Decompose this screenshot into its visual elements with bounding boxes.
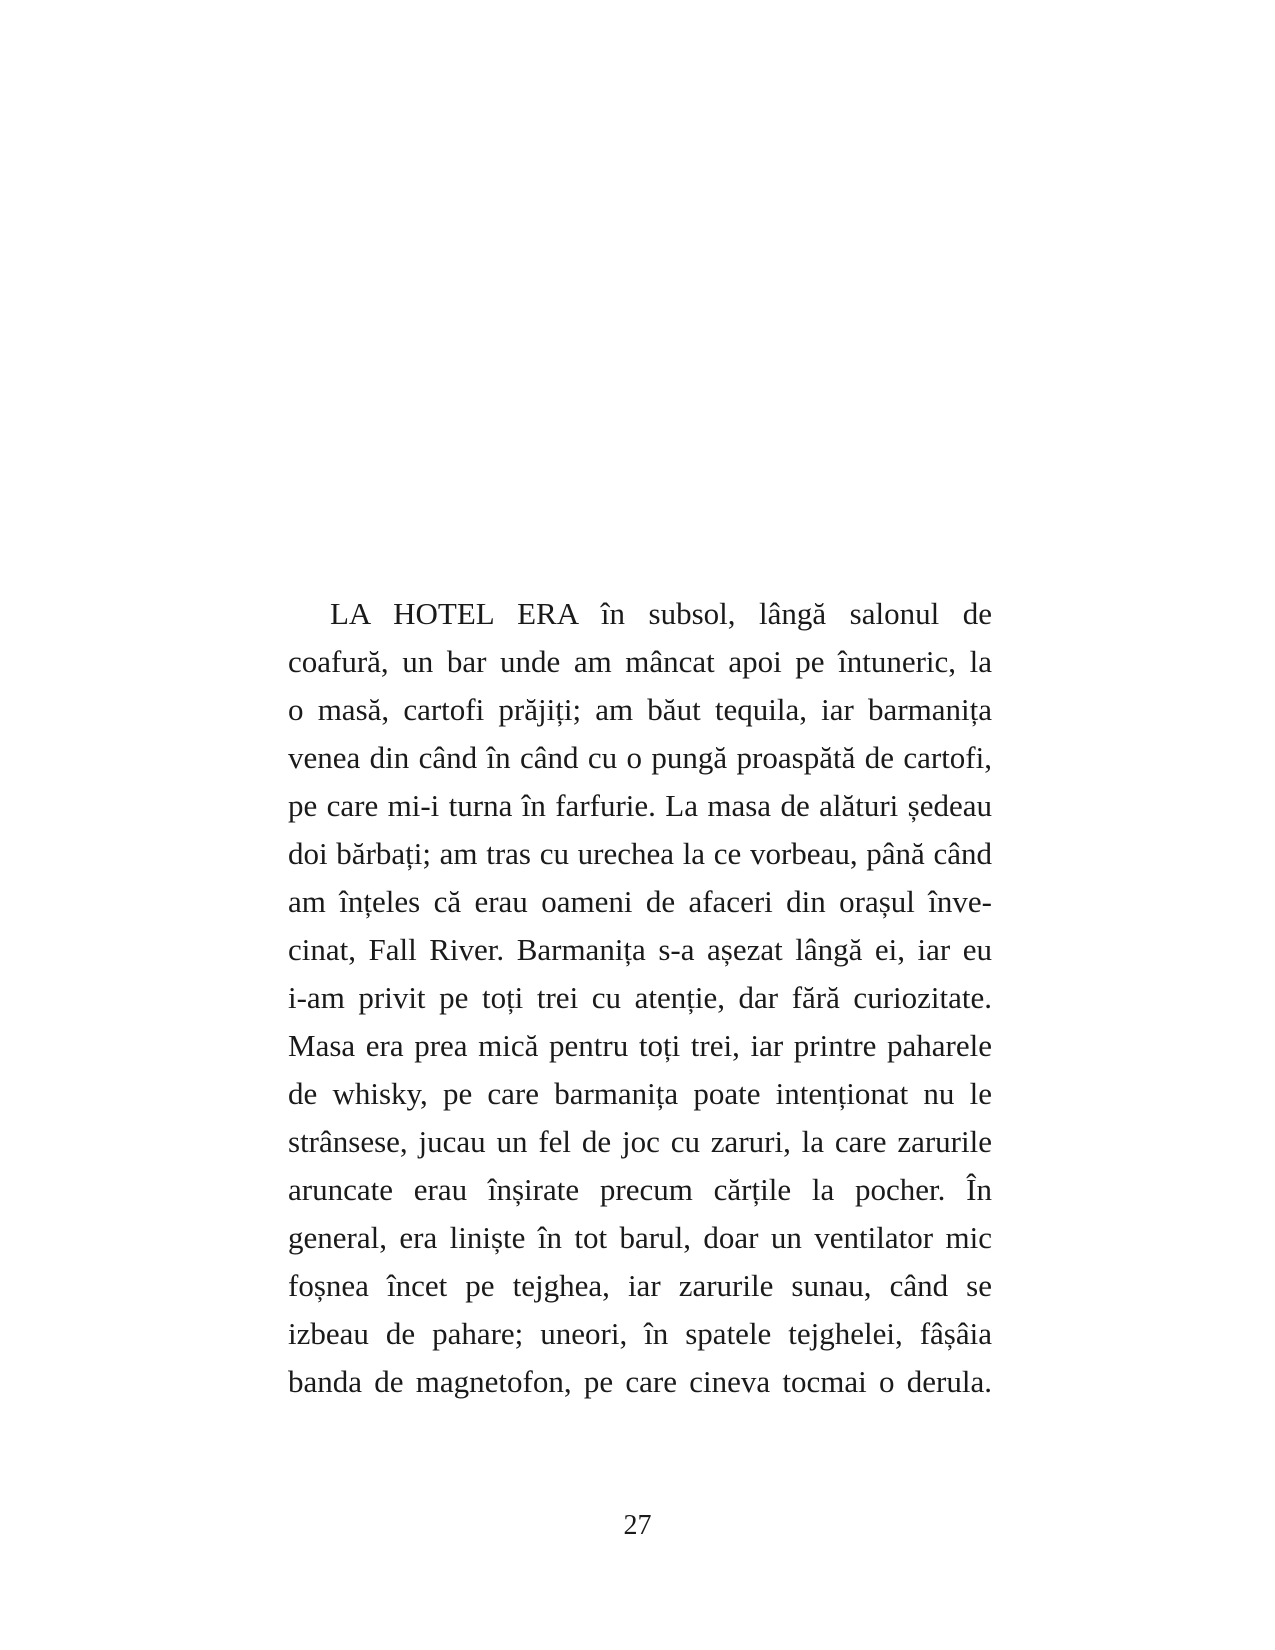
text-line: aruncate erau înșirate precum cărțile la pocher. În [288, 1172, 992, 1207]
text-line: Masa era prea mică pentru toți trei, iar printre paharele [288, 1028, 992, 1063]
text-line: venea din când în când cu o pungă proaspătă de cartofi, [288, 740, 992, 775]
text-line: general, era liniște în tot barul, doar un ventilator mic [288, 1220, 992, 1255]
page-number: 27 [623, 1510, 652, 1541]
text-line: am înțeles că erau oameni de afaceri din orașul înve- [288, 884, 992, 919]
text-line: doi bărbați; am tras cu urechea la ce vorbeau, până când [288, 836, 992, 871]
text-line: LA HOTEL ERA în subsol, lângă salonul de [330, 596, 992, 631]
text-line: o masă, cartofi prăjiți; am băut tequila, iar barmanița [288, 692, 992, 727]
text-line: pe care mi-i turna în farfurie. La masa de alături ședeau [288, 788, 992, 823]
text-line: i-am privit pe toți trei cu atenție, dar fără curiozitate. [288, 980, 992, 1015]
text-line: strânsese, jucau un fel de joc cu zaruri, la care zarurile [288, 1124, 992, 1159]
text-line: izbeau de pahare; uneori, în spatele tejghelei, fâșâia [288, 1316, 992, 1351]
body-paragraph [288, 590, 992, 1406]
text-line: cinat, Fall River. Barmanița s-a așezat lângă ei, iar eu [288, 932, 992, 967]
text-line: coafură, un bar unde am mâncat apoi pe întuneric, la [288, 644, 992, 679]
text-line: foșnea încet pe tejghea, iar zarurile sunau, când se [288, 1268, 992, 1303]
text-line: de whisky, pe care barmanița poate intenționat nu le [288, 1076, 992, 1111]
text-line: banda de magnetofon, pe care cineva tocmai o derula. [288, 1364, 992, 1399]
